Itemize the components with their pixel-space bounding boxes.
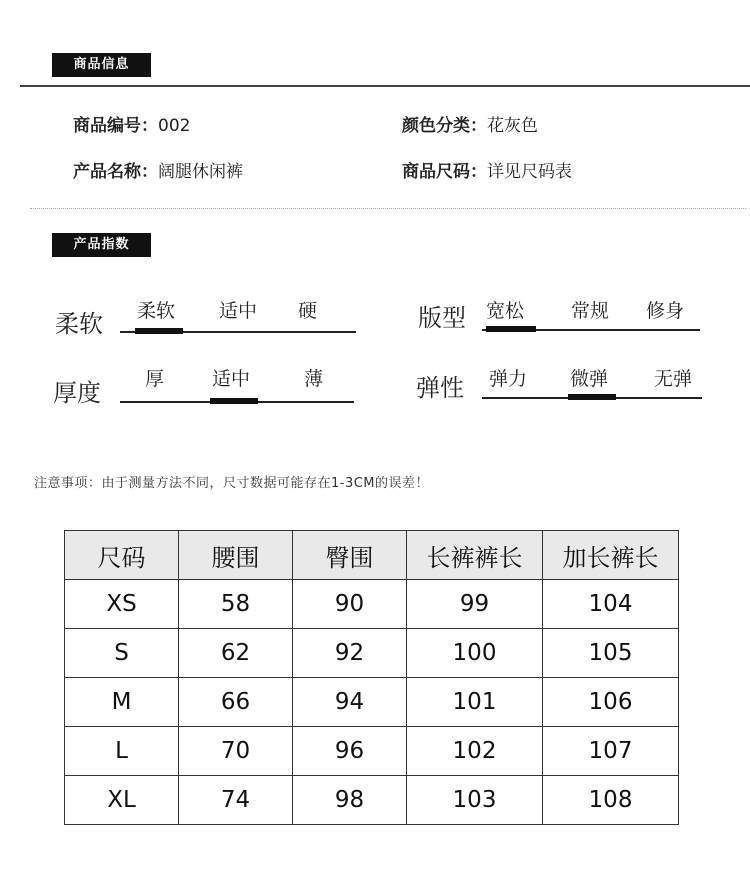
header-hip: 臀围	[293, 531, 407, 580]
elasticity-option-none: 无弹	[654, 368, 693, 390]
table-cell: 74	[179, 776, 293, 825]
table-cell: 62	[179, 629, 293, 678]
item-no-value: 002	[158, 116, 191, 136]
dotted-divider	[30, 208, 746, 209]
table-cell: M	[65, 678, 179, 727]
table-cell: 66	[179, 678, 293, 727]
table-row	[65, 629, 679, 678]
fit-option-regular: 常规	[571, 300, 610, 322]
table-cell: 108	[543, 776, 679, 825]
fit-label: 版型	[418, 304, 466, 332]
elasticity-label: 弹性	[416, 374, 464, 402]
table-row	[65, 776, 679, 825]
table-row	[65, 580, 679, 629]
softness-option-hard: 硬	[298, 300, 318, 322]
header-size: 尺码	[65, 531, 179, 580]
table-cell: 104	[543, 580, 679, 629]
color-row	[402, 115, 538, 137]
product-index-tag: 产品指数	[52, 233, 151, 257]
product-info-tag: 商品信息	[52, 53, 151, 77]
size-row	[402, 161, 572, 183]
section-divider	[20, 85, 750, 87]
table-cell: 99	[407, 580, 543, 629]
table-cell: 105	[543, 629, 679, 678]
table-cell: 96	[293, 727, 407, 776]
table-cell: 58	[179, 580, 293, 629]
table-cell: XL	[65, 776, 179, 825]
table-row	[65, 727, 679, 776]
softness-option-soft: 柔软	[137, 300, 176, 322]
fit-selected-marker	[486, 326, 536, 332]
thickness-option-medium: 适中	[212, 368, 251, 390]
size-table	[64, 530, 679, 825]
header-length: 长裤裤长	[407, 531, 543, 580]
table-cell: 100	[407, 629, 543, 678]
fit-option-loose: 宽松	[486, 300, 525, 322]
color-value: 花灰色	[487, 116, 538, 136]
softness-selected-marker	[135, 328, 183, 334]
thickness-option-thick: 厚	[145, 368, 165, 390]
table-cell: 102	[407, 727, 543, 776]
product-name-label: 产品名称：	[73, 162, 158, 182]
softness-label: 柔软	[55, 310, 103, 338]
header-long-length: 加长裤长	[543, 531, 679, 580]
product-name-row	[73, 161, 243, 183]
item-no-label: 商品编号：	[73, 116, 158, 136]
table-cell: 94	[293, 678, 407, 727]
item-no-row	[73, 115, 190, 137]
size-value: 详见尺码表	[487, 162, 572, 182]
table-cell: 103	[407, 776, 543, 825]
elasticity-option-slight: 微弹	[570, 368, 609, 390]
softness-option-medium: 适中	[219, 300, 258, 322]
elasticity-option-stretch: 弹力	[489, 368, 528, 390]
table-cell: 92	[293, 629, 407, 678]
table-cell: 90	[293, 580, 407, 629]
elasticity-selected-marker	[568, 394, 616, 400]
fit-option-slim: 修身	[646, 300, 685, 322]
table-cell: 106	[543, 678, 679, 727]
table-cell: 107	[543, 727, 679, 776]
measurement-note: 注意事项：由于测量方法不同，尺寸数据可能存在1-3CM的误差！	[34, 476, 430, 491]
size-label: 商品尺码：	[402, 162, 487, 182]
thickness-selected-marker	[210, 398, 258, 404]
thickness-label: 厚度	[53, 379, 101, 407]
header-waist: 腰围	[179, 531, 293, 580]
product-name-value: 阔腿休闲裤	[158, 162, 243, 182]
table-cell: 101	[407, 678, 543, 727]
color-label: 颜色分类：	[402, 116, 487, 136]
table-cell: 70	[179, 727, 293, 776]
thickness-option-thin: 薄	[304, 368, 324, 390]
table-cell: XS	[65, 580, 179, 629]
table-row	[65, 678, 679, 727]
table-cell: L	[65, 727, 179, 776]
table-cell: 98	[293, 776, 407, 825]
table-cell: S	[65, 629, 179, 678]
size-table-header	[65, 531, 679, 580]
